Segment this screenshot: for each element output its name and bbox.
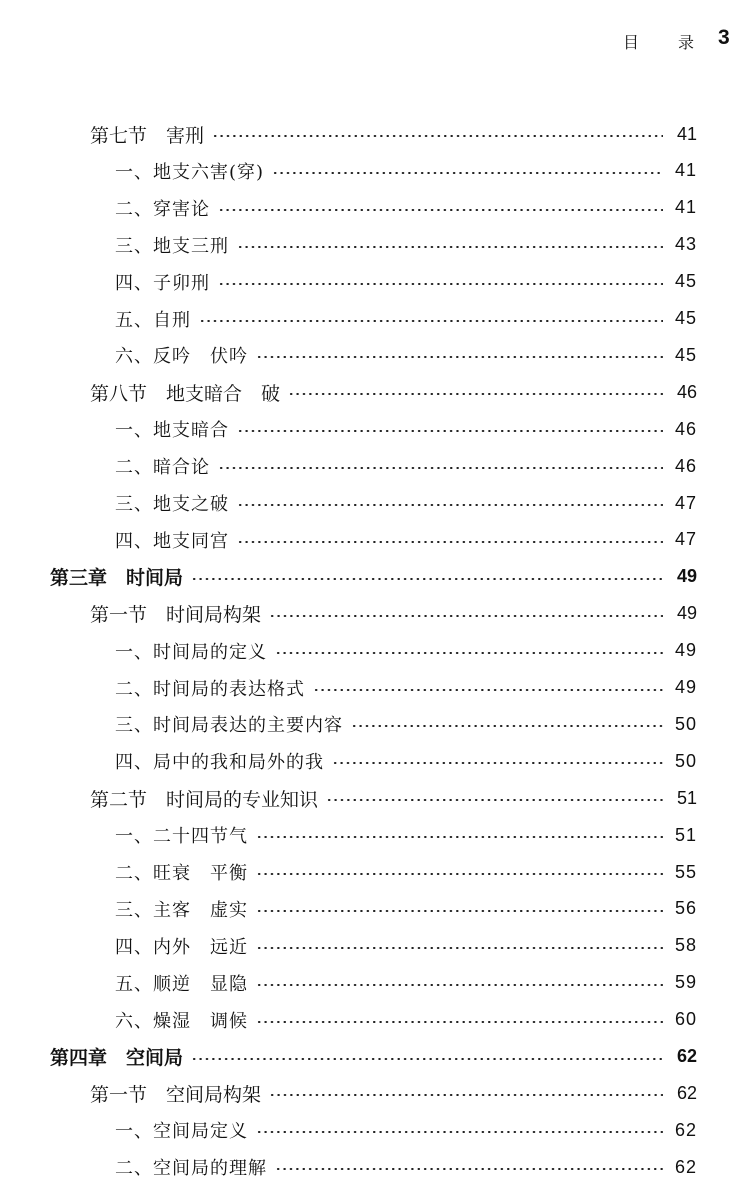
dot-leader: [275, 1168, 663, 1170]
toc-entry-title: 一、地支暗合: [115, 420, 229, 442]
toc-entry-title: 一、地支六害(穿): [115, 161, 265, 183]
dot-leader: [218, 467, 663, 469]
toc-entry-title: 第一节 空间局构架: [90, 1083, 262, 1106]
dot-leader: [212, 135, 663, 137]
toc-entry-section[interactable]: [90, 116, 697, 152]
toc-entry-title: 第一节 时间局构架: [90, 604, 262, 627]
toc-entry-item[interactable]: [115, 854, 697, 890]
toc-entry-item[interactable]: [115, 928, 697, 964]
toc-entry-section[interactable]: [90, 374, 697, 410]
toc-entry-item[interactable]: [115, 448, 697, 484]
toc-entry-page: 49: [674, 677, 697, 697]
toc-entry-section[interactable]: [90, 596, 697, 632]
toc-entry-item[interactable]: [115, 891, 697, 927]
toc-entry-page: 56: [674, 898, 697, 919]
toc-entry-item[interactable]: [115, 522, 697, 558]
dot-leader: [272, 172, 663, 174]
toc-entry-page: 45: [674, 344, 697, 365]
toc-entry-item[interactable]: [115, 411, 697, 447]
toc-entry-item[interactable]: [115, 153, 697, 189]
toc-entry-section[interactable]: [90, 780, 697, 816]
toc-entry-item[interactable]: [115, 1002, 697, 1038]
dot-leader: [256, 873, 663, 875]
dot-leader: [288, 393, 663, 395]
dot-leader: [256, 984, 663, 986]
dot-leader: [256, 1131, 663, 1133]
toc-entry-page: 50: [674, 750, 697, 771]
toc-entry-title: 二、时间局的表达格式: [115, 678, 305, 700]
toc-entry-title: 六、反吟 伏吟: [115, 346, 248, 368]
toc-entry-item[interactable]: [115, 817, 697, 853]
toc-entry-title: 五、自刑: [115, 309, 191, 331]
toc-entry-item[interactable]: [115, 670, 697, 706]
dot-leader: [191, 1058, 663, 1060]
toc-entry-title: 四、子卯刑: [115, 272, 210, 294]
toc-entry-title: 二、穿害论: [115, 198, 210, 220]
header-label-1: 目: [623, 33, 640, 52]
toc-entry-title: 第七节 害刑: [90, 124, 205, 147]
toc-entry-title: 三、地支之破: [115, 494, 229, 515]
dot-leader: [332, 762, 663, 764]
toc-entry-item[interactable]: [115, 227, 697, 263]
toc-entry-page: 49: [674, 640, 697, 661]
dot-leader: [256, 356, 663, 358]
dot-leader: [237, 504, 663, 506]
toc-entry-chapter[interactable]: [50, 559, 697, 595]
dot-leader: [275, 652, 663, 654]
dot-leader: [256, 910, 663, 912]
toc-entry-item[interactable]: [115, 337, 697, 373]
toc-entry-page: 47: [674, 529, 697, 550]
toc-entry-page: 47: [674, 492, 697, 513]
toc-entry-item[interactable]: [115, 301, 697, 337]
page-header: [0, 26, 738, 56]
toc-entry-page: 55: [674, 861, 697, 882]
toc-entry-item[interactable]: [115, 1149, 697, 1185]
dot-leader: [313, 689, 663, 691]
toc-entry-item[interactable]: [115, 1112, 697, 1148]
toc-entry-page: 60: [674, 1009, 697, 1030]
toc-entry-page: 62: [674, 1156, 697, 1177]
dot-leader: [199, 320, 663, 322]
dot-leader: [269, 615, 663, 617]
toc-entry-page: 58: [674, 935, 697, 956]
toc-entry-title: 二、空间局的理解: [115, 1158, 267, 1180]
dot-leader: [351, 725, 663, 727]
toc-entry-item[interactable]: [115, 633, 697, 669]
toc-entry-page: 41: [674, 160, 697, 181]
toc-entry-title: 三、地支三刑: [115, 235, 229, 257]
toc-entry-item[interactable]: [115, 743, 697, 779]
toc-entry-page: 41: [676, 123, 697, 144]
dot-leader: [256, 836, 663, 838]
dot-leader: [218, 209, 663, 211]
toc-entry-page: 43: [674, 234, 697, 255]
toc-entry-page: 46: [674, 418, 697, 439]
dot-leader: [256, 1021, 663, 1023]
toc-entry-title: 四、地支同宫: [115, 530, 229, 552]
toc-entry-page: 46: [674, 455, 697, 476]
dot-leader: [237, 430, 663, 432]
toc-entry-item[interactable]: [115, 485, 697, 521]
toc-entry-page: 62: [676, 1082, 697, 1103]
toc-entry-page: 59: [674, 972, 697, 993]
dot-leader: [191, 578, 663, 580]
dot-leader: [237, 246, 663, 248]
toc-entry-title: 第四章 空间局: [50, 1048, 184, 1069]
toc-entry-page: 49: [676, 603, 697, 624]
toc-entry-title: 第三章 时间局: [50, 568, 184, 590]
toc-entry-item[interactable]: [115, 706, 697, 742]
toc-entry-section[interactable]: [90, 1075, 697, 1111]
toc-entry-item[interactable]: [115, 264, 697, 300]
toc-entry-title: 五、顺逆 显隐: [115, 973, 248, 995]
dot-leader: [218, 283, 663, 285]
dot-leader: [269, 1094, 663, 1096]
toc-entry-title: 第二节 时间局的专业知识: [90, 788, 319, 811]
toc-entry-title: 第八节 地支暗合 破: [90, 382, 281, 405]
toc-entry-page: 41: [674, 197, 697, 218]
toc-entry-title: 二、暗合论: [115, 457, 210, 479]
toc-entry-page: 45: [674, 308, 697, 328]
page-number: 3: [718, 26, 730, 49]
toc-entry-title: 一、二十四节气: [115, 826, 248, 848]
toc-entry-chapter[interactable]: [50, 1039, 697, 1075]
toc-entry-page: 46: [676, 381, 697, 402]
header-label-2: 录: [678, 33, 695, 52]
toc-entry-title: 三、时间局表达的主要内容: [115, 715, 343, 737]
toc-entry-title: 三、主客 虚实: [115, 899, 248, 921]
toc-entry-title: 一、空间局定义: [115, 1121, 248, 1143]
toc-entry-title: 二、旺衰 平衡: [115, 863, 248, 884]
toc-entry-page: 50: [674, 713, 697, 734]
toc-entry-page: 51: [674, 824, 697, 845]
toc-entry-item[interactable]: [115, 965, 697, 1001]
toc-entry-title: 六、燥湿 调候: [115, 1010, 248, 1032]
toc-entry-page: 62: [676, 1046, 697, 1066]
toc-entry-title: 四、局中的我和局外的我: [115, 752, 324, 774]
toc-entry-title: 一、时间局的定义: [115, 641, 267, 663]
toc-entry-page: 45: [674, 271, 697, 292]
dot-leader: [237, 541, 663, 543]
toc-entry-item[interactable]: [115, 190, 697, 226]
toc-entry-title: 四、内外 远近: [115, 936, 248, 958]
dot-leader: [256, 947, 663, 949]
dot-leader: [326, 799, 663, 801]
toc-entry-page: 49: [676, 566, 697, 587]
toc-entry-page: 51: [676, 787, 697, 808]
toc-entry-page: 62: [674, 1119, 697, 1140]
